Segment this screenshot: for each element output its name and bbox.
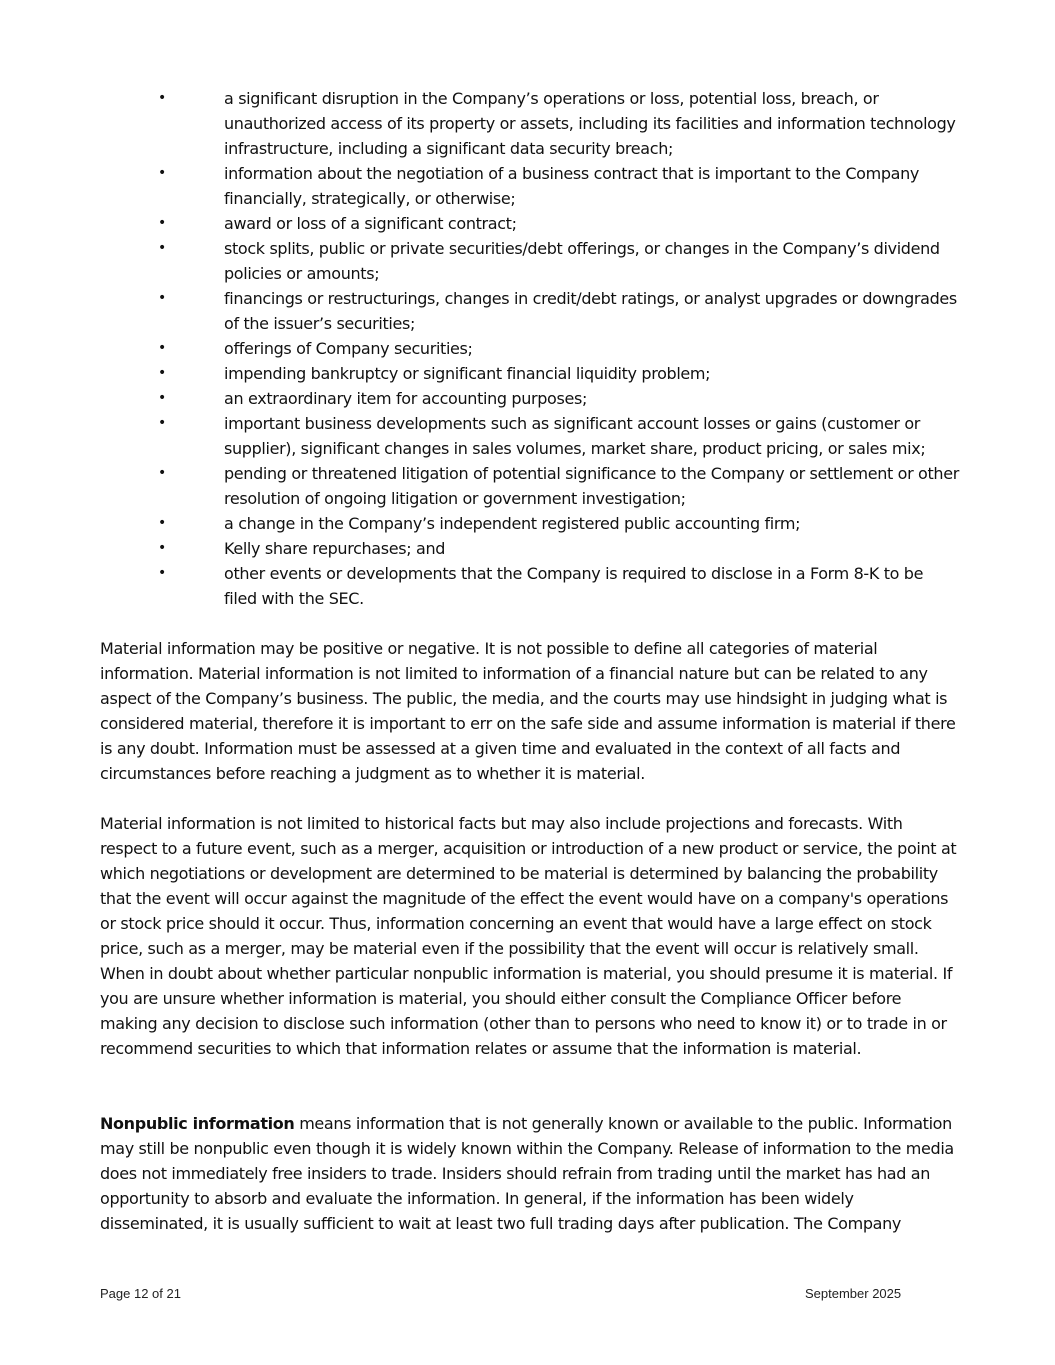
bullet-icon: • <box>158 215 166 231</box>
bullet-icon: • <box>158 465 166 481</box>
paragraph-material-positive-negative: Material information may be positive or negative. It is not possible to define all categories of material information. Material information is not limited to information of a financial nature but can be related to any aspect of the Company’s business. The public, the media, and the courts may use hindsight in judging what is considered material, therefore it is important to err on the safe side and assume information is material if there is any doubt. Information must be assessed at a given time and evaluated in the context of all facts and circumstances before reaching a judgment as to whether it is material. <box>100 639 956 783</box>
paragraph-nonpublic-information <box>100 1111 960 1236</box>
list-item-text: financings or restructurings, changes in credit/debt ratings, or analyst upgrades or downgrades of the issuer’s securities; <box>224 289 957 333</box>
bullet-icon: • <box>158 415 166 431</box>
bullet-icon: • <box>158 340 166 356</box>
list-item <box>100 461 960 511</box>
list-item-text: award or loss of a significant contract; <box>224 214 517 233</box>
bullet-icon: • <box>158 515 166 531</box>
list-item <box>100 536 960 561</box>
bullet-icon: • <box>158 365 166 381</box>
list-item <box>100 411 960 461</box>
bullet-icon: • <box>158 290 166 306</box>
material-events-list <box>100 86 960 611</box>
paragraph-projections-forecasts: Material information is not limited to historical facts but may also include projections and forecasts. With respect to a future event, such as a merger, acquisition or introduction of a new product or service, the point at which negotiations or development are determined to be material is determined by balancing the probability that the event will occur against the magnitude of the effect the event would have on a company's operations or stock price should it occur. Thus, information concerning an event that would have a large effect on stock price, such as a merger, may be material even if the possibility that the event will occur is relatively small. When in doubt about whether particular nonpublic information is material, you should presume it is material. If you are unsure whether information is material, you should either consult the Compliance Officer before making any decision to disclose such information (other than to persons who need to know it) or to trade in or recommend securities to which that information relates or assume that the information is material. <box>100 814 957 1058</box>
bullet-icon: • <box>158 90 166 106</box>
list-item <box>100 211 960 236</box>
list-item-text: Kelly share repurchases; and <box>224 539 446 558</box>
bullet-icon: • <box>158 240 166 256</box>
list-item-text: impending bankruptcy or significant financial liquidity problem; <box>224 364 711 383</box>
list-item <box>100 561 960 611</box>
list-item <box>100 361 960 386</box>
list-item <box>100 161 960 211</box>
page-number: Page 12 of 21 <box>100 1286 181 1301</box>
list-item-text: important business developments such as significant account losses or gains (customer or supplier), significant changes in sales volumes, market share, product pricing, or sales mix; <box>224 414 926 458</box>
paragraph-text: means information that is not generally known or available to the public. Information may still be nonpublic even though it is widely known within the Company. Release of information to the media does not immediately free insiders to trade. Insiders should refrain from trading until the market has had an opportunity to absorb and evaluate the information. In general, if the information has been widely disseminated, it is usually sufficient to wait at least two full trading days after publication. The Company <box>100 1114 954 1233</box>
defined-term: Nonpublic information <box>100 1114 295 1133</box>
list-item-text: offerings of Company securities; <box>224 339 473 358</box>
list-item-text: stock splits, public or private securities/debt offerings, or changes in the Company’s dividend policies or amounts; <box>224 239 940 283</box>
list-item-text: pending or threatened litigation of potential significance to the Company or settlement or other resolution of ongoing litigation or government investigation; <box>224 464 959 508</box>
bullet-icon: • <box>158 565 166 581</box>
list-item-text: an extraordinary item for accounting purposes; <box>224 389 588 408</box>
list-item <box>100 511 960 536</box>
list-item <box>100 336 960 361</box>
list-item <box>100 236 960 286</box>
bullet-icon: • <box>158 165 166 181</box>
list-item <box>100 286 960 336</box>
list-item-text: other events or developments that the Company is required to disclose in a Form 8-K to be filed with the SEC. <box>224 564 924 608</box>
list-item <box>100 386 960 411</box>
list-item-text: a change in the Company’s independent registered public accounting firm; <box>224 514 801 533</box>
bullet-icon: • <box>158 390 166 406</box>
footer-date: September 2025 <box>805 1286 902 1301</box>
list-item <box>100 86 960 161</box>
list-item-text: a significant disruption in the Company’s operations or loss, potential loss, breach, or unauthorized access of its property or assets, including its facilities and information technology infrastructure, including a significant data security breach; <box>224 89 956 158</box>
bullet-icon: • <box>158 540 166 556</box>
list-item-text: information about the negotiation of a business contract that is important to the Company financially, strategically, or otherwise; <box>224 164 920 208</box>
